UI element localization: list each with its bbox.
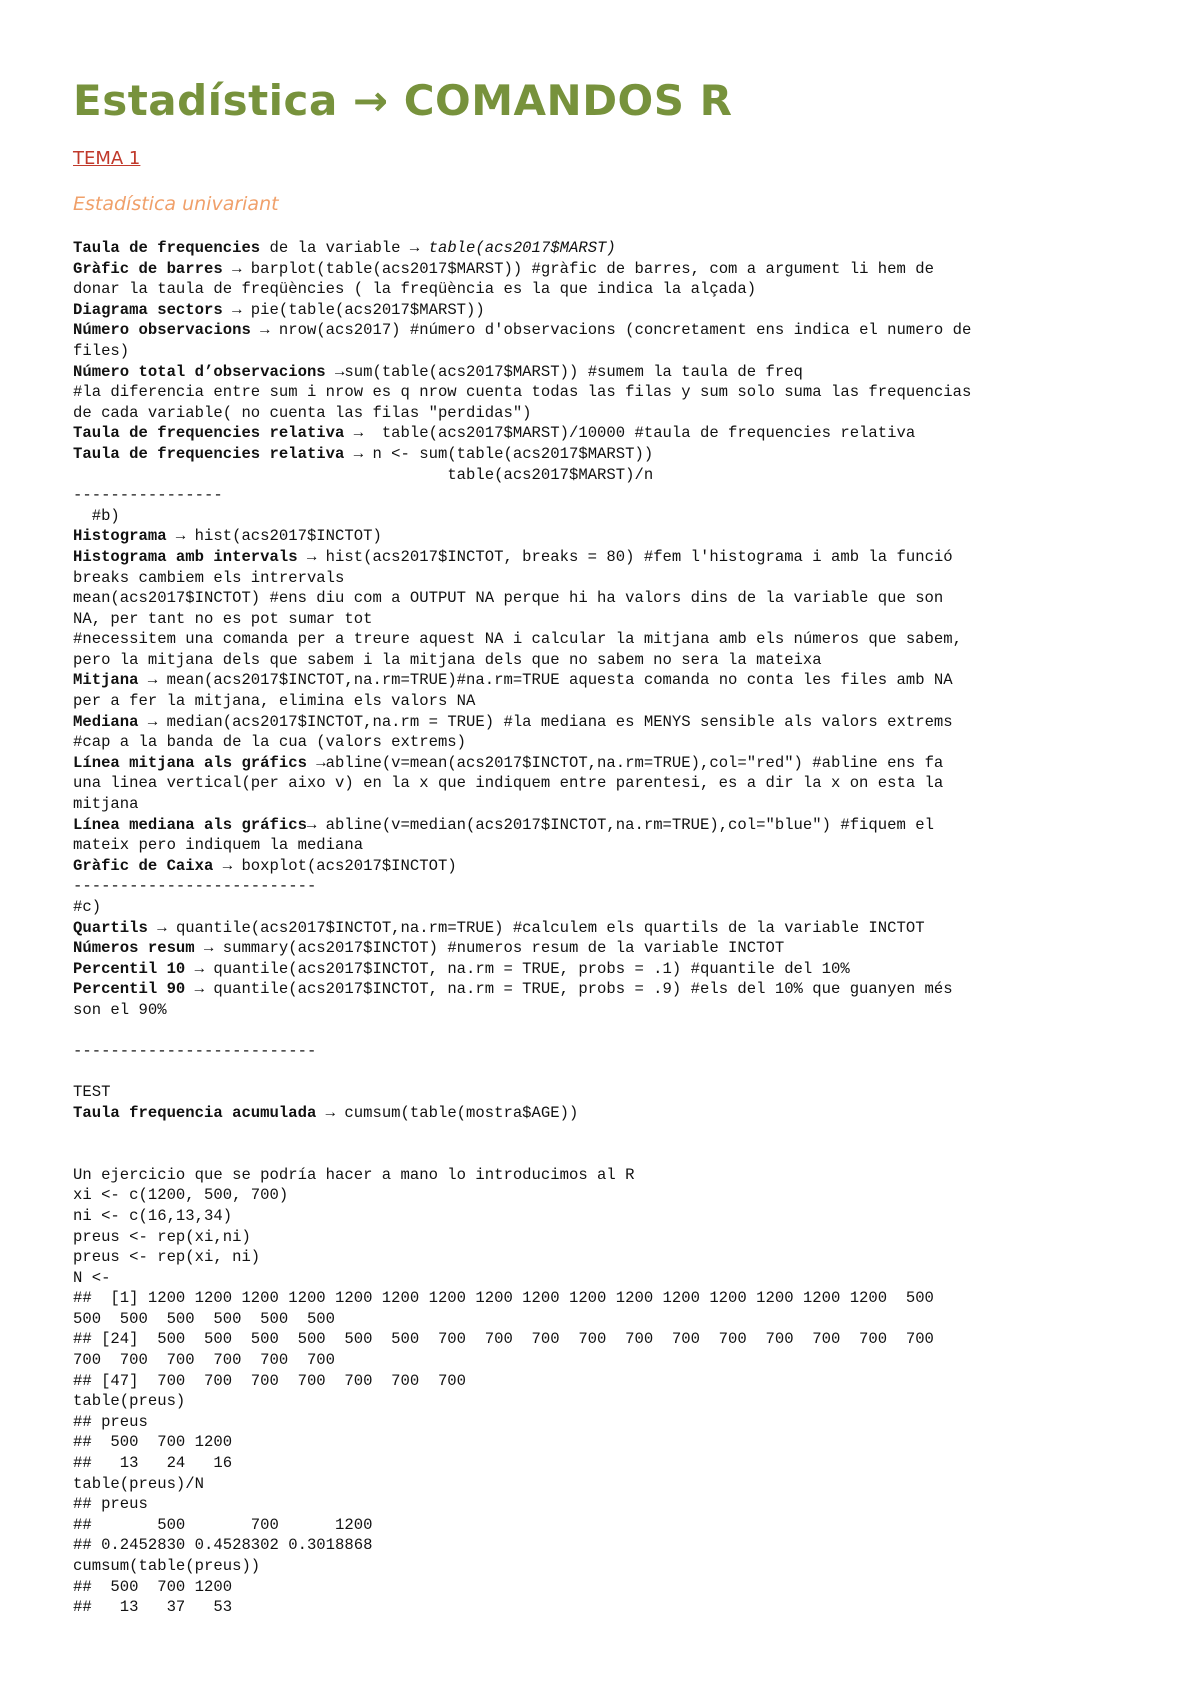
code-text: de la variable → xyxy=(260,239,429,257)
code-text: → cumsum(table(mostra$AGE)) xyxy=(316,1103,579,1122)
code-text: N <- xyxy=(73,1268,111,1287)
code-text: → nrow(acs2017) #número d'observacions (concretament ens indica el numero de xyxy=(250,321,972,340)
code-line xyxy=(73,1556,1133,1577)
code-line xyxy=(73,423,1133,444)
code-text: ## 500 700 1200 xyxy=(73,1515,373,1534)
code-line xyxy=(73,547,1133,568)
code-line xyxy=(73,320,1133,341)
code-line xyxy=(73,835,1133,856)
code-line xyxy=(73,1329,1133,1350)
code-line xyxy=(73,1453,1133,1474)
code-line xyxy=(73,1041,1133,1062)
code-text: #c) xyxy=(73,898,102,916)
code-line xyxy=(73,1371,1133,1392)
code-line xyxy=(73,1474,1133,1495)
code-line xyxy=(73,1144,1133,1165)
term-label: Números resum xyxy=(73,939,195,958)
code-line xyxy=(73,1206,1133,1227)
term-label: Taula de frequencies xyxy=(73,239,261,257)
code-text: ni <- c(16,13,34) xyxy=(73,1206,233,1225)
code-text: → abline(v=median(acs2017$INCTOT,na.rm=TRUE),col="blue") #fiquem el xyxy=(306,815,934,834)
term-label: Percentil 10 xyxy=(73,959,186,978)
code-line xyxy=(73,1185,1133,1206)
term-label: Número observacions xyxy=(73,321,251,340)
code-line xyxy=(73,238,1133,259)
code-line xyxy=(73,629,1133,650)
code-text: → summary(acs2017$INCTOT) #numeros resum de la variable INCTOT xyxy=(194,939,785,958)
code-line xyxy=(73,691,1133,712)
code-line xyxy=(73,959,1133,980)
term-label: Percentil 90 xyxy=(73,980,186,999)
term-label: Gràfic de Caixa xyxy=(73,856,214,875)
code-text: #necessitem una comanda per a treure aquest NA i calcular la mitjana amb els números que sabem, xyxy=(73,630,962,649)
code-line xyxy=(73,670,1133,691)
code-text: table(acs2017$MARST)/n xyxy=(73,465,654,484)
term-label: Histograma amb intervals xyxy=(73,547,298,566)
code-text: → quantile(acs2017$INCTOT, na.rm = TRUE, probs = .9) #els del 10% que guanyen més xyxy=(185,980,953,999)
code-line xyxy=(73,918,1133,939)
code-line xyxy=(73,1391,1133,1412)
code-text: → quantile(acs2017$INCTOT,na.rm=TRUE) #calculem els quartils de la variable INCTOT xyxy=(147,918,925,937)
code-text: ## 13 24 16 xyxy=(73,1454,233,1473)
term-label: Taula de frequencies relativa xyxy=(73,424,345,443)
code-line xyxy=(73,506,1133,527)
code-line xyxy=(73,1000,1133,1021)
code-text: mateix pero indiquem la mediana xyxy=(73,836,364,855)
code-line xyxy=(73,465,1133,486)
code-text: preus <- rep(xi, ni) xyxy=(73,1248,261,1267)
code-line xyxy=(73,403,1133,424)
code-line xyxy=(73,1350,1133,1371)
code-text: una linea vertical(per aixo v) en la x que indiquem entre parentesi, es a dir la x on esta la xyxy=(73,774,944,793)
code-line xyxy=(73,609,1133,630)
code-text: Un ejercicio que se podría hacer a mano lo introducimos al R xyxy=(73,1165,635,1184)
term-label: Quartils xyxy=(73,918,148,937)
code-text: →sum(table(acs2017$MARST)) #sumem la taula de freq xyxy=(325,362,803,381)
code-line xyxy=(73,588,1133,609)
code-line xyxy=(73,341,1133,362)
code-line xyxy=(73,1103,1133,1124)
code-text: son el 90% xyxy=(73,1000,167,1019)
code-text: ## 500 700 1200 xyxy=(73,1433,233,1452)
code-text: preus <- rep(xi,ni) xyxy=(73,1227,251,1246)
term-label: Histograma xyxy=(73,527,167,546)
code-line xyxy=(73,259,1133,280)
code-line xyxy=(73,1165,1133,1186)
term-label: Gràfic de barres xyxy=(73,259,223,278)
section-heading: TEMA 1 xyxy=(73,148,141,169)
code-block xyxy=(73,238,1133,1618)
code-line xyxy=(73,279,1133,300)
code-text: → table(acs2017$MARST)/10000 #taula de frequencies relativa xyxy=(344,424,916,443)
document-page xyxy=(73,72,1133,1618)
term-label: Taula frequencia acumulada xyxy=(73,1103,317,1122)
code-line xyxy=(73,753,1133,774)
code-line xyxy=(73,815,1133,836)
code-line xyxy=(73,300,1133,321)
code-line xyxy=(73,1494,1133,1515)
code-line xyxy=(73,1268,1133,1289)
code-line xyxy=(73,876,1133,897)
code-line xyxy=(73,382,1133,403)
code-text: ## preus xyxy=(73,1495,148,1514)
code-line xyxy=(73,485,1133,506)
code-text: #b) xyxy=(73,506,120,525)
code-line xyxy=(73,526,1133,547)
code-text: → hist(acs2017$INCTOT, breaks = 80) #fem l'histograma i amb la funció xyxy=(297,547,953,566)
subsection-heading: Estadística univariant xyxy=(73,193,279,215)
code-line xyxy=(73,1432,1133,1453)
code-line xyxy=(73,1247,1133,1268)
code-text: →abline(v=mean(acs2017$INCTOT,na.rm=TRUE),col="red") #abline ens fa xyxy=(306,753,944,772)
code-text: #la diferencia entre sum i nrow es q nrow cuenta todas las filas y sum solo suma las frequencias xyxy=(73,383,972,402)
code-line xyxy=(73,1082,1133,1103)
code-text: table(preus)/N xyxy=(73,1474,205,1493)
code-text: → pie(table(acs2017$MARST)) xyxy=(222,300,485,319)
code-line xyxy=(73,794,1133,815)
code-text: table(preus) xyxy=(73,1392,186,1411)
code-text: → hist(acs2017$INCTOT) xyxy=(166,527,382,546)
code-line xyxy=(73,1577,1133,1598)
code-text: ## [47] 700 700 700 700 700 700 700 xyxy=(73,1371,467,1390)
code-text: ## [1] 1200 1200 1200 1200 1200 1200 1200 1200 1200 1200 1200 1200 1200 1200 1200 1200 500 xyxy=(73,1289,934,1308)
code-text: #cap a la banda de la cua (valors extrems) xyxy=(73,733,467,752)
code-text: mean(acs2017$INCTOT) #ens diu com a OUTPUT NA perque hi ha valors dins de la variable que son xyxy=(73,589,944,608)
code-line xyxy=(73,1412,1133,1433)
term-label: Mitjana xyxy=(73,671,139,690)
code-line xyxy=(73,1227,1133,1248)
code-text: → barplot(table(acs2017$MARST)) #gràfic de barres, com a argument li hem de xyxy=(222,259,934,278)
code-line xyxy=(73,773,1133,794)
code-line xyxy=(73,979,1133,1000)
code-text: ---------------- xyxy=(73,486,223,505)
code-line xyxy=(73,444,1133,465)
code-text: ## preus xyxy=(73,1412,148,1431)
code-line xyxy=(73,856,1133,877)
term-label: Mediana xyxy=(73,712,139,731)
term-label: Línea mitjana als gráfics xyxy=(73,753,307,772)
code-text: 500 500 500 500 500 500 xyxy=(73,1309,336,1328)
code-line xyxy=(73,1062,1133,1083)
code-line xyxy=(73,732,1133,753)
code-text: ## 500 700 1200 xyxy=(73,1577,233,1596)
code-text: → mean(acs2017$INCTOT,na.rm=TRUE)#na.rm=TRUE aquesta comanda no conta les files amb NA xyxy=(138,671,953,690)
code-text: 700 700 700 700 700 700 xyxy=(73,1351,336,1370)
code-text: xi <- c(1200, 500, 700) xyxy=(73,1186,289,1205)
code-text: ## 13 37 53 xyxy=(73,1598,233,1617)
code-line xyxy=(73,712,1133,733)
page-title: Estadística → COMANDOS R xyxy=(73,76,733,125)
code-text: per a fer la mitjana, elimina els valors NA xyxy=(73,692,476,711)
code-text: mitjana xyxy=(73,795,139,814)
code-text: → quantile(acs2017$INCTOT, na.rm = TRUE, probs = .1) #quantile del 10% xyxy=(185,959,850,978)
code-line xyxy=(73,1515,1133,1536)
code-text: -------------------------- xyxy=(73,1042,317,1061)
code-line xyxy=(73,897,1133,918)
term-label: Número total d’observacions xyxy=(73,362,326,381)
code-line xyxy=(73,568,1133,589)
code-text: files) xyxy=(73,341,130,360)
code-text: NA, per tant no es pot sumar tot xyxy=(73,609,373,628)
code-text: -------------------------- xyxy=(73,877,317,896)
code-italic: table(acs2017$MARST) xyxy=(428,239,616,257)
code-line xyxy=(73,650,1133,671)
code-line xyxy=(73,938,1133,959)
code-line xyxy=(73,362,1133,383)
term-label: Diagrama sectors xyxy=(73,300,223,319)
term-label: Taula de frequencies relativa xyxy=(73,444,345,463)
term-label: Línea mediana als gráfics xyxy=(73,815,307,834)
code-text: ## 0.2452830 0.4528302 0.3018868 xyxy=(73,1536,373,1555)
code-text: ## [24] 500 500 500 500 500 500 700 700 700 700 700 700 700 700 700 700 700 xyxy=(73,1330,934,1349)
code-text: → median(acs2017$INCTOT,na.rm = TRUE) #la mediana es MENYS sensible als valors extrems xyxy=(138,712,953,731)
code-text: breaks cambiem els intrervals xyxy=(73,568,345,587)
code-text: → n <- sum(table(acs2017$MARST)) xyxy=(344,444,654,463)
code-line xyxy=(73,1124,1133,1145)
code-text: de cada variable( no cuenta las filas "perdidas") xyxy=(73,403,532,422)
code-text: donar la taula de freqüències ( la freqüència es la que indica la alçada) xyxy=(73,280,757,299)
code-line xyxy=(73,1309,1133,1330)
code-text: pero la mitjana dels que sabem i la mitjana dels que no sabem no sera la mateixa xyxy=(73,650,822,669)
code-line xyxy=(73,1597,1133,1618)
code-line xyxy=(73,1288,1133,1309)
code-text: TEST xyxy=(73,1083,111,1102)
code-line xyxy=(73,1535,1133,1556)
code-line xyxy=(73,1021,1133,1042)
code-text: → boxplot(acs2017$INCTOT) xyxy=(213,856,457,875)
code-text: cumsum(table(preus)) xyxy=(73,1557,261,1575)
